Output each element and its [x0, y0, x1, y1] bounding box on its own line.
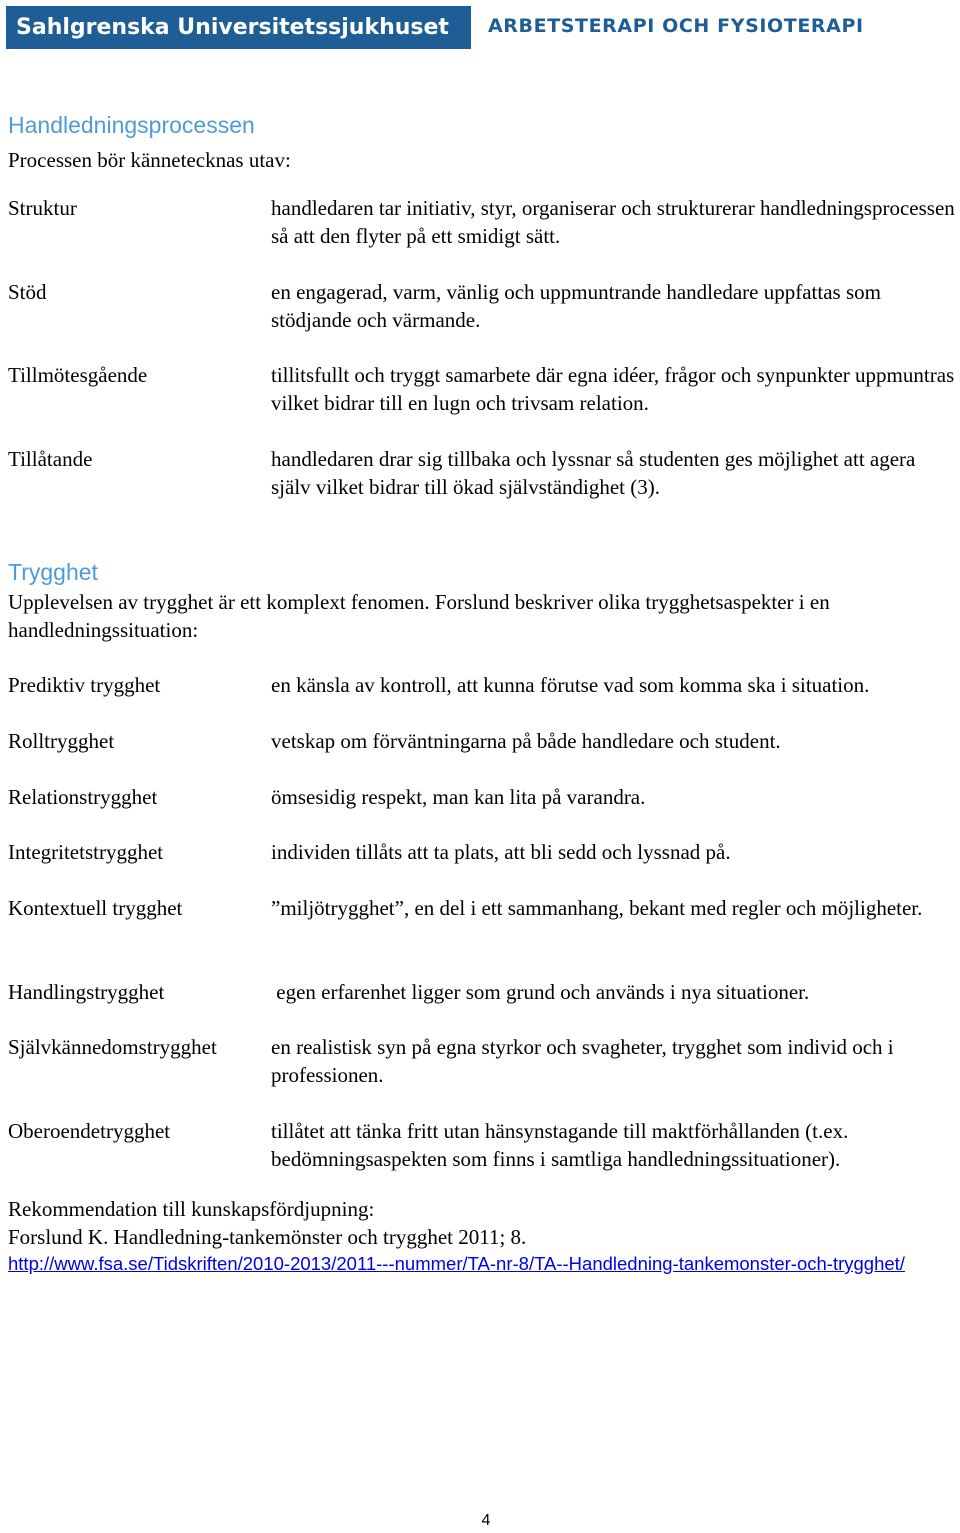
term-label: Kontextuell trygghet	[8, 896, 183, 920]
term-description: individen tillåts att ta plats, att bli sedd och lyssnad på.	[271, 840, 731, 864]
term-description: en känsla av kontroll, att kunna förutse vad som komma ska i situation.	[271, 673, 870, 697]
term-description: vetskap om förväntningarna på både handledare och student.	[271, 729, 781, 753]
term-description: handledaren drar sig tillbaka och lyssnar så studenten ges möjlighet att agera själv vilket bidrar till ökad självständighet (3).	[271, 447, 916, 499]
section-intro: Upplevelsen av trygghet är ett komplext fenomen. Forslund beskriver olika trygghetsaspekter i en handledningssituation:	[8, 590, 830, 642]
term-label: Självkännedomstrygghet	[8, 1035, 217, 1059]
term-description: tillåtet att tänka fritt utan hänsynstagande till maktförhållanden (t.ex. bedömningsaspekten som finns i samtliga handledningssituationer).	[271, 1119, 849, 1171]
term-label: Prediktiv trygghet	[8, 673, 161, 697]
department-title: ARBETSTERAPI OCH FYSIOTERAPI	[488, 15, 864, 37]
term-description: ömsesidig respekt, man kan lita på varandra.	[271, 785, 646, 809]
section-heading-handledningsprocessen: Handledningsprocessen	[8, 112, 255, 138]
term-label: Rolltrygghet	[8, 729, 115, 753]
reference-link[interactable]: http://www.fsa.se/Tidskriften/2010-2013/2011---nummer/TA-nr-8/TA--Handledning-tankemonster-och-trygghet/	[8, 1253, 905, 1274]
term-description: egen erfarenhet ligger som grund och används i nya situationer.	[271, 980, 810, 1004]
term-label: Relationstrygghet	[8, 785, 158, 809]
recommendation-reference: Forslund K. Handledning-tankemönster och trygghet 2011; 8.	[8, 1225, 527, 1249]
hospital-banner: Sahlgrenska Universitetssjukhuset	[6, 6, 471, 49]
section-intro: Processen bör kännetecknas utav:	[8, 148, 291, 172]
term-description: en engagerad, varm, vänlig och uppmuntrande handledare uppfattas som stödjande och värmande.	[271, 280, 881, 332]
page-number: 4	[481, 1512, 491, 1529]
term-description: handledaren tar initiativ, styr, organiserar och strukturerar handledningsprocessen så att den flyter på ett smidigt sätt.	[271, 196, 955, 248]
term-label: Oberoendetrygghet	[8, 1119, 171, 1143]
term-label: Tillmötesgående	[8, 363, 148, 387]
term-label: Stöd	[8, 280, 47, 304]
term-label: Handlingstrygghet	[8, 980, 165, 1004]
term-description: tillitsfullt och tryggt samarbete där egna idéer, frågor och synpunkter uppmuntras vilket bidrar till en lugn och trivsam relation.	[271, 363, 955, 415]
recommendation-title: Rekommendation till kunskapsfördjupning:	[8, 1197, 375, 1221]
term-description: ”miljötrygghet”, en del i ett sammanhang, bekant med regler och möjligheter.	[271, 896, 923, 920]
term-label: Tillåtande	[8, 447, 93, 471]
term-label: Struktur	[8, 196, 77, 220]
section-heading-trygghet: Trygghet	[8, 559, 98, 585]
term-description: en realistisk syn på egna styrkor och svagheter, trygghet som individ och i professionen.	[271, 1035, 894, 1087]
term-label: Integritetstrygghet	[8, 840, 164, 864]
